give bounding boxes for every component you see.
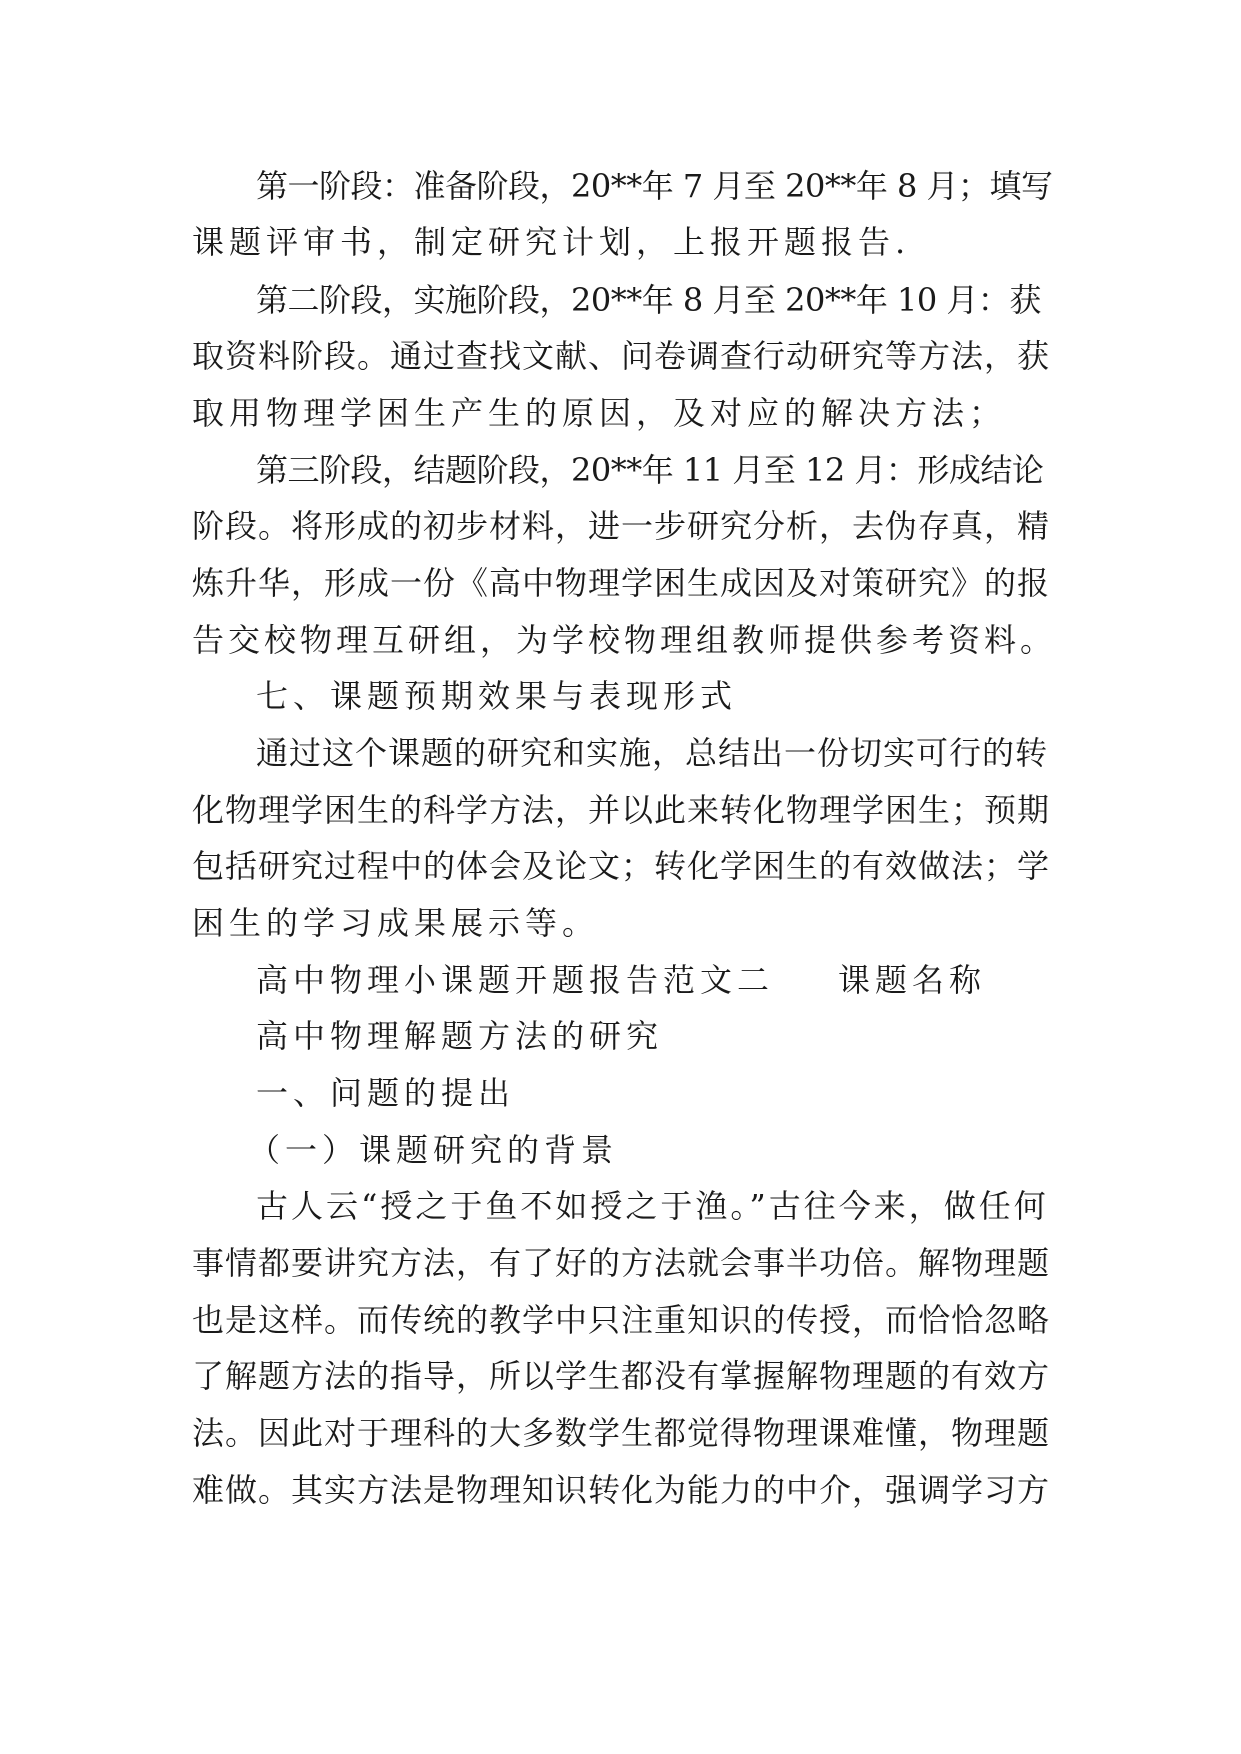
document-title: 高中物理小课题开题报告范文二 bbox=[256, 961, 775, 999]
document-title-line bbox=[256, 960, 1052, 1000]
paragraph-line: 课题评审书，制定研究计划，上报开题报告. bbox=[192, 223, 911, 261]
paragraph-line: 包括研究过程中的体会及论文；转化学困生的有效做法；学 bbox=[192, 847, 1051, 885]
paragraph-line: 也是这样。而传统的教学中只注重知识的传授，而恰恰忽略 bbox=[192, 1301, 1051, 1339]
paragraph-line: 古人云“授之于鱼不如授之于渔。”古往今来，做任何 bbox=[256, 1187, 1049, 1225]
paragraph-line: 难做。其实方法是物理知识转化为能力的中介，强调学习方 bbox=[192, 1471, 1051, 1509]
paragraph-line: 第一阶段：准备阶段，20**年 7 月至 20**年 8 月；填写 bbox=[256, 167, 1053, 205]
paragraph-line: 取资料阶段。通过查找文献、问卷调查行动研究等方法，获 bbox=[192, 337, 1051, 375]
paragraph-line: 困生的学习成果展示等。 bbox=[192, 904, 600, 942]
paragraph-line: 通过这个课题的研究和实施，总结出一份切实可行的转 bbox=[256, 734, 1049, 772]
paragraph-line: 阶段。将形成的初步材料，进一步研究分析，去伪存真，精 bbox=[192, 507, 1051, 545]
topic-name: 高中物理解题方法的研究 bbox=[256, 1017, 664, 1055]
paragraph-line: 炼升华，形成一份《高中物理学困生成因及对策研究》的报 bbox=[192, 564, 1051, 602]
section-heading: 七、课题预期效果与表现形式 bbox=[256, 677, 738, 715]
paragraph-line: 第三阶段，结题阶段，20**年 11 月至 12 月：形成结论 bbox=[256, 451, 1044, 489]
paragraph-line: 第二阶段，实施阶段，20**年 8 月至 20**年 10 月：获 bbox=[256, 281, 1041, 319]
paragraph-line: 事情都要讲究方法，有了好的方法就会事半功倍。解物理题 bbox=[192, 1244, 1051, 1282]
paragraph-line: 了解题方法的指导，所以学生都没有掌握解物理题的有效方 bbox=[192, 1357, 1051, 1395]
section-heading: 一、问题的提出 bbox=[256, 1074, 516, 1112]
paragraph-line: 告交校物理互研组，为学校物理组教师提供参考资料。 bbox=[192, 621, 1057, 659]
paragraph-line: 取用物理学困生产生的原因，及对应的解决方法； bbox=[192, 394, 1007, 432]
paragraph-line: 化物理学困生的科学方法，并以此来转化物理学困生；预期 bbox=[192, 791, 1051, 829]
subsection-heading: （一）课题研究的背景 bbox=[248, 1131, 619, 1169]
paragraph-line: 法。因此对于理科的大多数学生都觉得物理课难懂，物理题 bbox=[192, 1414, 1051, 1452]
topic-name-label: 课题名称 bbox=[838, 961, 987, 999]
